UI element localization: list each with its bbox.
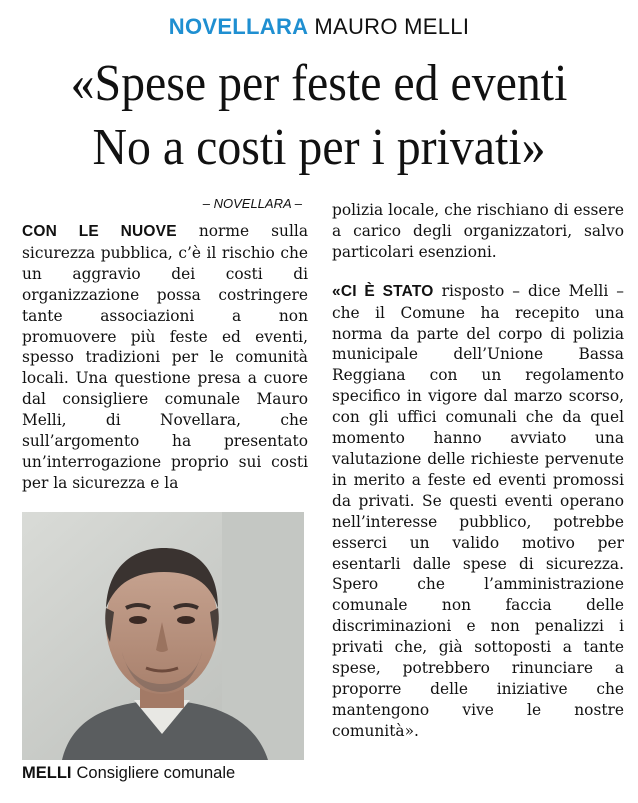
kicker-author: MAURO MELLI — [314, 14, 470, 39]
headline-line-1: «Spese per feste ed eventi — [70, 55, 568, 112]
headline-line-2: No a costi per i privati» — [92, 119, 546, 176]
paragraph-1-lead: CON LE NUOVE — [22, 223, 177, 240]
paragraph-1 — [22, 221, 308, 494]
article-column-left — [22, 196, 308, 494]
kicker-place: NOVELLARA — [168, 14, 309, 39]
portrait-photo — [22, 512, 304, 760]
paragraph-2-text: risposto – dice Melli – che il Comune ha recepito una norma da parte del corpo di polizia municipale dell’Unione Bassa Reggiana con un regolamento specifico in vigore dal marzo scorso, con gli uffici comunali che da quel momento hanno avviato una valutazione delle richieste pervenute in merito a feste ed eventi promossi da privati. Se questi eventi operano nell’interesse pubblico, potrebbe esserci un valido motivo per esentarli dalle spese di sicurezza. Spero che l’amministrazione comunale non faccia delle discriminazioni e non penalizzi i privati che, già sottoposti a tante spese, potrebbero rinunciare a proporre delle iniziative che mantengono vive le nostre comunità». — [332, 281, 624, 740]
paragraph-2-lead: «CI È STATO — [332, 282, 434, 300]
paragraph-2 — [332, 281, 624, 742]
caption-role: Consigliere comunale — [76, 764, 236, 782]
kicker — [0, 14, 638, 40]
paragraph-1-continued: polizia locale, che rischiano di essere a carico degli organizzatori, salvo particolari esenzioni. — [332, 201, 624, 261]
paragraph-1-text: norme sulla sicurezza pubblica, c’è il rischio che un aggravio dei costi di organizzazione possa costringere tante associazioni a non promuovere più feste ed eventi, spesso tradizioni per le comunità locali. Una questione presa a cuore dal consigliere comunale Mauro Melli, di Novellara, che sull’argomento ha presentato un’interrogazione proprio sui costi per la sicurezza e la — [22, 222, 308, 492]
dateline: – NOVELLARA – — [202, 196, 302, 211]
article-column-right — [332, 200, 624, 742]
paragraph-gap — [332, 263, 624, 281]
caption-name: MELLI — [22, 764, 72, 782]
headline — [26, 52, 613, 180]
portrait-image — [22, 512, 304, 760]
photo-caption — [22, 764, 312, 783]
